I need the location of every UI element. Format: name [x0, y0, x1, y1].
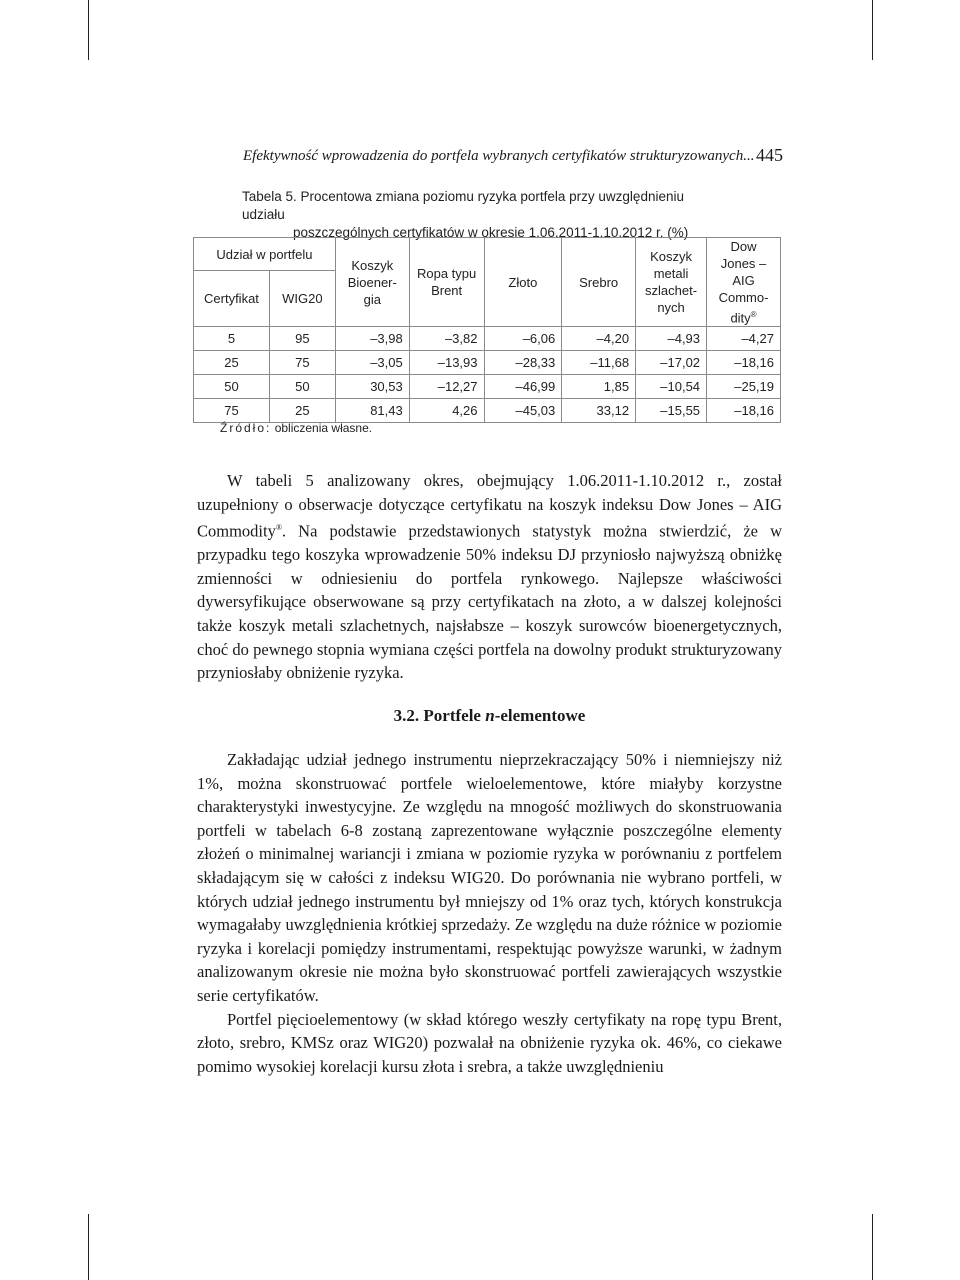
column-header-dow-jones — [707, 238, 781, 327]
table-caption-line2: poszczególnych certyfikatów w okresie 1.06.2011-1.10.2012 r. (%) — [293, 225, 689, 240]
paragraph: Portfel pięcioelementowy (w skład którego weszły certyfikaty na ropę typu Brent, złoto, srebro, KMSz oraz WIG20) pozwalał na obniżenie ryzyka ok. 46%, co ciekawe pomimo wysokiej korelacji kursu złota i srebra, a także uwzględnieniu — [197, 1009, 782, 1076]
table-cell: 81,43 — [335, 399, 409, 423]
crop-mark — [872, 0, 873, 60]
table-row — [194, 375, 781, 399]
table-cell: 50 — [194, 375, 270, 399]
table-cell: 25 — [194, 351, 270, 375]
table-row — [194, 327, 781, 351]
registered-mark: ® — [750, 310, 757, 319]
table-cell: –18,16 — [707, 351, 781, 375]
paragraph-text: W tabeli 5 analizowany okres, obejmujący 1.06.2011-1.10.2012 r., został uzupełniony o obserwacje dotyczące certyfikatu na koszyk indeksu Dow Jones – AIG Commodity — [197, 471, 782, 541]
column-header-text: Dow Jones – AIG Commo-dity — [718, 239, 769, 326]
column-header: Srebro — [562, 238, 636, 327]
crop-mark — [88, 0, 89, 60]
table-caption — [242, 188, 722, 242]
table-cell: –17,02 — [636, 351, 707, 375]
column-header: Koszyk metali szlachet-nych — [636, 238, 707, 327]
column-header: Złoto — [484, 238, 562, 327]
page-number: 445 — [756, 145, 783, 165]
crop-mark — [872, 1214, 873, 1280]
section-number: 3.2. — [393, 706, 420, 725]
crop-mark — [88, 1214, 89, 1280]
paragraph-table-discussion — [197, 469, 782, 685]
table-cell: –15,55 — [636, 399, 707, 423]
sub-header: Certyfikat — [194, 271, 270, 327]
paragraph-text: . Na podstawie przedstawionych statystyk można stwierdzić, że w przypadku tego koszyka wprowadzenie 50% indeksu DJ przyniosło najwyższą obniżkę zmienności w odniesieniu do portfela rynkowego. Najlepsze właściwości dywersyfikujące obserwowane są przy certyfikatach na złoto, a w dalszej kolejności także koszyk metali szlachetnych, najsłabsze – koszyk surowców bioenergetycznych, choć do pewnego stopnia wymiana części portfela na dowolny produkt strukturyzowany przyniosłaby obniżenie ryzyka. — [197, 521, 782, 683]
paragraph — [197, 469, 782, 685]
section-body — [197, 748, 782, 1078]
table-cell: –4,27 — [707, 327, 781, 351]
table-cell: –28,33 — [484, 351, 562, 375]
sub-header: WIG20 — [269, 271, 335, 327]
table-cell: –10,54 — [636, 375, 707, 399]
table-cell: 50 — [269, 375, 335, 399]
table-cell: –45,03 — [484, 399, 562, 423]
table-cell: 33,12 — [562, 399, 636, 423]
table-cell: –4,93 — [636, 327, 707, 351]
section-title: Portfele — [423, 706, 481, 725]
paragraph: Zakładając udział jednego instrumentu nieprzekraczający 50% i niemniejszy niż 1%, można skonstruować portfele wieloelementowe, które miałyby korzystne charakterystyki inwestycyjne. Ze względu na mnogość możliwych do skonstruowania portfeli w tabelach 6-8 zostaną zaprezentowane wyłącznie poszczególne elementy złożeń o minimalnej wariancji i zmiana w poziomie ryzyka w porównaniu z portfelem składającym się w całości z indeksu WIG20. Do porównania nie wybrano portfeli, w których udział jednego instrumentu był mniejszy od 1% oraz tych, których konstrukcja wymagałaby uwzględnienia krótkiej sprzedaży. Ze względu na duże różnice w poziomie ryzyka i korelacji pomiędzy instrumentami, respektując powyższe warunki, w żadnym analizowanym okresie nie można było skonstruować portfeli zawierających wszystkie serie certyfikatów. — [197, 750, 782, 1005]
table-cell: –4,20 — [562, 327, 636, 351]
section-title-suffix: -elementowe — [494, 706, 586, 725]
table-cell: –3,05 — [335, 351, 409, 375]
table-cell: –13,93 — [409, 351, 484, 375]
table-cell: –11,68 — [562, 351, 636, 375]
table-cell: 30,53 — [335, 375, 409, 399]
section-heading — [197, 706, 782, 726]
table-cell: 75 — [194, 399, 270, 423]
table-row — [194, 399, 781, 423]
registered-mark: ® — [275, 523, 282, 533]
table-row — [194, 351, 781, 375]
table-cell: 4,26 — [409, 399, 484, 423]
table-cell: –6,06 — [484, 327, 562, 351]
running-head — [243, 145, 783, 165]
table-cell: 75 — [269, 351, 335, 375]
table-cell: –3,82 — [409, 327, 484, 351]
risk-change-table — [193, 237, 781, 423]
group-header: Udział w portfelu — [194, 238, 336, 271]
table-cell: 25 — [269, 399, 335, 423]
section-title-italic: n — [485, 706, 495, 725]
running-head-title: Efektywność wprowadzenia do portfela wybranych certyfikatów strukturyzowanych... — [243, 148, 755, 164]
table-cell: –46,99 — [484, 375, 562, 399]
table-cell: –25,19 — [707, 375, 781, 399]
column-header: Koszyk Bioener-gia — [335, 238, 409, 327]
table-cell: 1,85 — [562, 375, 636, 399]
table-caption-line1: Tabela 5. Procentowa zmiana poziomu ryzyka portfela przy uwzględnieniu udziału — [242, 189, 684, 222]
table-cell: –12,27 — [409, 375, 484, 399]
column-header: Ropa typu Brent — [409, 238, 484, 327]
source-label: Źródło: — [220, 421, 272, 435]
table-cell: 95 — [269, 327, 335, 351]
table-source-note — [220, 421, 372, 435]
table-cell: 5 — [194, 327, 270, 351]
table-cell: –3,98 — [335, 327, 409, 351]
source-text: obliczenia własne. — [274, 421, 373, 435]
table-cell: –18,16 — [707, 399, 781, 423]
